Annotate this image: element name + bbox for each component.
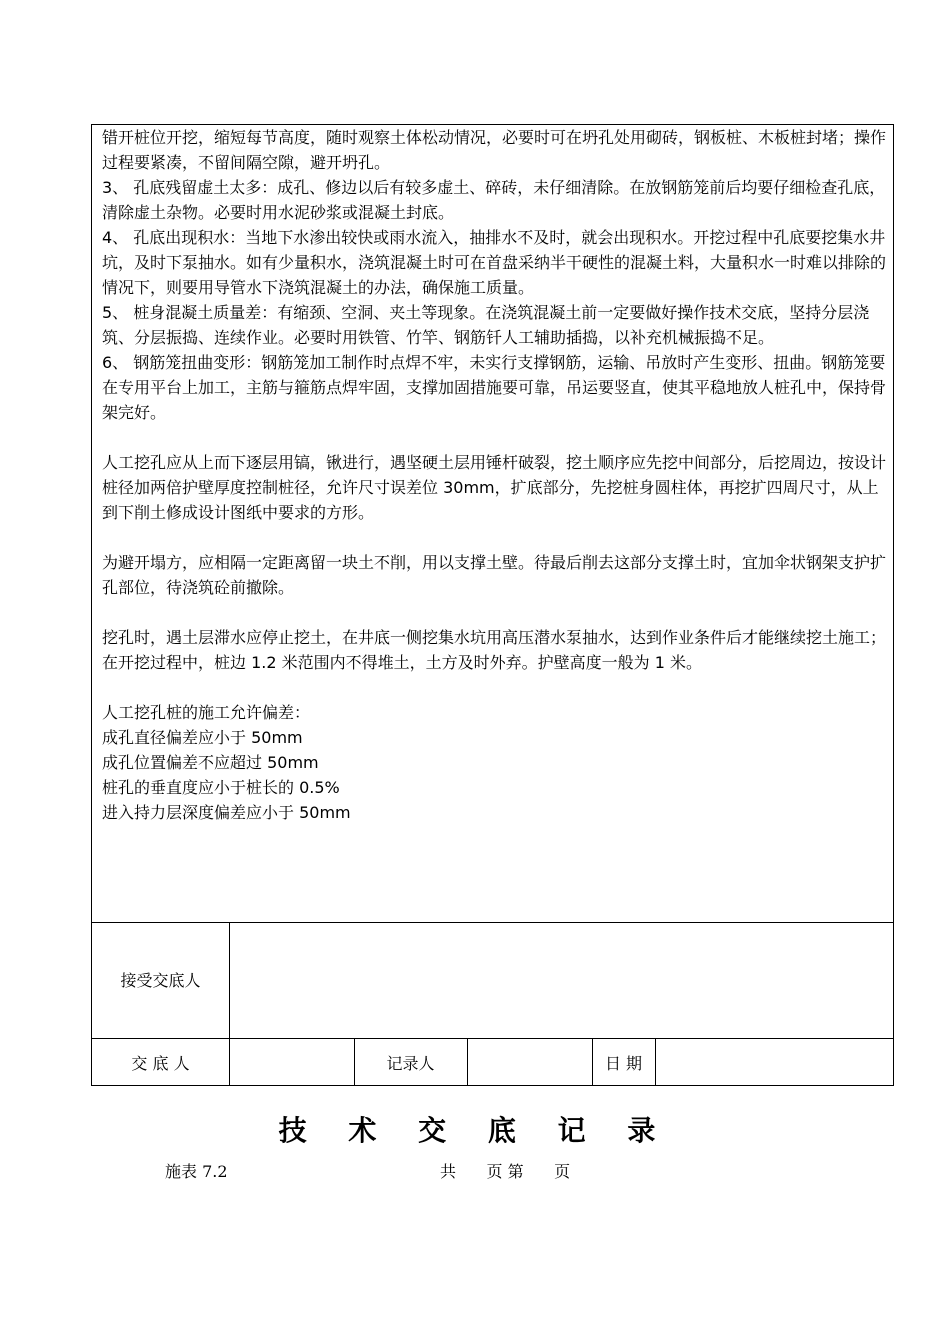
tolerance-item: 成孔位置偏差不应超过 50mm bbox=[102, 753, 319, 772]
paragraph: 人工挖孔应从上而下逐层用镐，锹进行，遇坚硬土层用锤杆破裂，挖土顺序应先挖中间部分，后挖周边，按设计桩径加两倍护壁厚度控制桩径，允许尺寸误差位 30mm，扩底部分，先挖桩身圆柱体，再挖扩四周尺寸，从上到下削土修成设计图纸中要求的方形。 bbox=[102, 453, 887, 522]
page-count: 共 页 第 页 bbox=[440, 1162, 571, 1181]
tolerance-item: 桩孔的垂直度应小于桩长的 0.5% bbox=[102, 778, 340, 797]
disclosure-table bbox=[91, 124, 894, 1086]
column-divider bbox=[229, 922, 230, 1085]
paragraph: 为避开塌方，应相隔一定距离留一块土不削，用以支撑土壁。待最后削去这部分支撑土时，宜加伞状钢架支护扩孔部位，待浇筑砼前撤除。 bbox=[102, 553, 887, 597]
disclosure-content bbox=[102, 125, 887, 825]
paragraph: 错开桩位开挖，缩短每节高度，随时观察土体松动情况，必要时可在坍孔处用砌砖，钢板桩、木板桩封堵；操作过程要紧凑，不留间隔空隙，避开坍孔。 bbox=[102, 128, 887, 172]
tolerance-item: 成孔直径偏差应小于 50mm bbox=[102, 728, 303, 747]
paragraph: 3、 孔底残留虚土太多：成孔、修边以后有较多虚土、碎砖，未仔细清除。在放钢筋笼前后均要仔细检查孔底，清除虚土杂物。必要时用水泥砂浆或混凝土封底。 bbox=[102, 178, 886, 222]
date-label: 日 期 bbox=[604, 1054, 643, 1073]
page-title: 技 术 交 底 记 录 bbox=[278, 1114, 672, 1147]
paragraph: 挖孔时，遇土层滞水应停止挖土，在井底一侧挖集水坑用高压潜水泵抽水，达到作业条件后才能继续挖土施工；在开挖过程中，桩边 1.2 米范围内不得堆土，土方及时外弃。护壁高度一般为 1 米。 bbox=[102, 628, 887, 672]
tolerance-heading: 人工挖孔桩的施工允许偏差： bbox=[102, 703, 311, 722]
column-divider bbox=[655, 1038, 656, 1085]
recorder-label: 记录人 bbox=[386, 1054, 435, 1073]
paragraph: 4、 孔底出现积水：当地下水渗出较快或雨水流入，抽排水不及时，就会出现积水。开挖过程中孔底要挖集水井坑，及时下泵抽水。如有少量积水，浇筑混凝土时可在首盘采纳半干硬性的混凝土料，大量积水一时难以排除的情况下，则要用导管水下浇筑混凝土的办法，确保施工质量。 bbox=[102, 228, 887, 297]
blank-line bbox=[102, 525, 887, 550]
paragraph: 5、 桩身混凝土质量差：有缩颈、空洞、夹土等现象。在浇筑混凝土前一定要做好操作技术交底，坚持分层浇筑、分层振捣、连续作业。必要时用铁管、竹竿、钢筋钎人工辅助插捣，以补充机械振捣不足。 bbox=[102, 303, 870, 347]
paragraph: 6、 钢筋笼扭曲变形：钢筋笼加工制作时点焊不牢，未实行支撑钢筋，运输、吊放时产生变形、扭曲。钢筋笼要在专用平台上加工，主筋与箍筋点焊牢固，支撑加固措施要可靠，吊运要竖直，使其平稳地放人桩孔中，保持骨架完好。 bbox=[102, 353, 887, 422]
blank-line bbox=[102, 600, 887, 625]
receiver-label: 接受交底人 bbox=[120, 971, 201, 990]
row-divider bbox=[92, 922, 893, 923]
blank-line bbox=[102, 675, 887, 700]
row-divider bbox=[92, 1038, 893, 1039]
form-number: 施表 7.2 bbox=[165, 1162, 228, 1181]
tolerance-item: 进入持力层深度偏差应小于 50mm bbox=[102, 803, 351, 822]
discloser-label: 交 底 人 bbox=[131, 1054, 190, 1073]
blank-line bbox=[102, 425, 887, 450]
column-divider bbox=[467, 1038, 468, 1085]
